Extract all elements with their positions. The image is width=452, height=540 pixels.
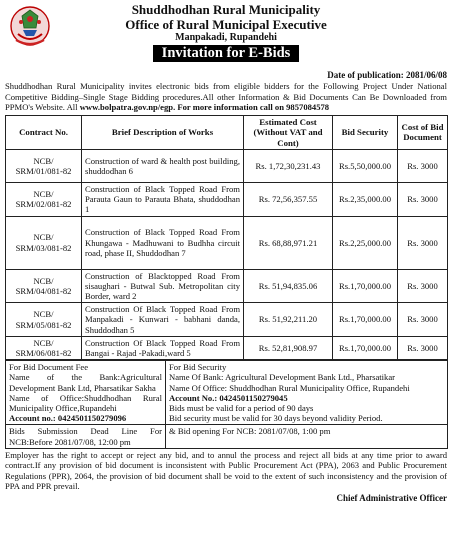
- bid-security: Rs.2,35,000.00: [333, 183, 398, 217]
- bid-security: Rs.1,70,000.00: [333, 269, 398, 303]
- contract-number: NCB/ SRM/03/081-82: [6, 216, 82, 269]
- contract-number: NCB/ SRM/02/081-82: [6, 183, 82, 217]
- bid-security: Rs.5,50,000.00: [333, 150, 398, 183]
- footer-terms: Employer has the right to accept or reject any bid, and to annul the process and reject all bids at any time prior to award contract.If any provision of bid document is inconsistent with Public Procurement Act (PPA), 2063 and Public Procurement Regulations (PPR), 2064, the provision of bid document shall be void to the extent of such inconsistency and the provision of PPA and PPR prevail.: [5, 449, 447, 492]
- header-doc-cost: Cost of Bid Document: [398, 115, 448, 150]
- bid-security: Rs.1,70,000.00: [333, 303, 398, 337]
- estimated-cost: Rs. 51,92,211.20: [244, 303, 333, 337]
- table-row: [6, 150, 448, 183]
- security-validity-period: Bids must be valid for a period of 90 days: [169, 403, 314, 414]
- table-row: [6, 336, 448, 359]
- doc-fee-cell: [6, 361, 166, 425]
- document-cost: Rs. 3000: [398, 183, 448, 217]
- contract-number: NCB/ SRM/06/081-82: [6, 336, 82, 359]
- document-cost: Rs. 3000: [398, 336, 448, 359]
- estimated-cost: Rs. 72,56,357.55: [244, 183, 333, 217]
- work-description: Construction Of Black Topped Road From Manpakadi - Kunwari - babhani danda, Shuddodhan 5: [82, 303, 244, 337]
- document-cost: Rs. 3000: [398, 150, 448, 183]
- doc-fee-bank: Name of the Bank:Agricultural Development Bank Ltd, Pharsatikar Sakha: [9, 372, 162, 393]
- estimated-cost: Rs. 51,94,835.06: [244, 269, 333, 303]
- notice-header: [5, 3, 447, 67]
- signatory: Chief Administrative Officer: [336, 493, 447, 504]
- bid-security: Rs.2,25,000.00: [333, 216, 398, 269]
- document-cost: Rs. 3000: [398, 269, 448, 303]
- office-name: Office of Rural Municipal Executive: [125, 17, 327, 32]
- work-description: Construction of ward & health post building, shuddodhan 6: [82, 150, 244, 183]
- office-location: Manpakadi, Rupandehi: [175, 32, 277, 43]
- estimated-cost: Rs. 1,72,30,231.43: [244, 150, 333, 183]
- contract-number: NCB/ SRM/05/081-82: [6, 303, 82, 337]
- intro-contact: www.bolpatra.gov.np/egp. For more information call on 9857084578: [79, 102, 330, 112]
- table-row: [6, 216, 448, 269]
- header-contract-no: Contract No.: [6, 115, 82, 150]
- security-account: Account No.: 0424501150279045: [169, 392, 288, 403]
- security-title: For Bid Security: [169, 362, 227, 373]
- intro-paragraph: [5, 81, 447, 113]
- doc-fee-title: For Bid Document Fee: [9, 362, 89, 373]
- work-description: Construction of Black Topped Road From Parauta Gaun to Parauta Bhata, shuddodhan 1: [82, 183, 244, 217]
- estimated-cost: Rs. 68,88,971.21: [244, 216, 333, 269]
- work-description: Construction Of Black Topped Road From Bangai - Rajad -Pakadi,ward 5: [82, 336, 244, 359]
- bid-security: Rs.1,70,000.00: [333, 336, 398, 359]
- deadline-row: [6, 425, 448, 448]
- nepal-government-emblem-icon: [10, 4, 50, 48]
- security-validity-beyond: Bid security must be valid for 30 days beyond validity Period.: [169, 413, 383, 424]
- bid-security-cell: [166, 361, 448, 425]
- header-estimated-cost: Estimated Cost (Without VAT and Cont): [244, 115, 333, 150]
- work-description: Construction of Black Topped Road From Khungawa - Madhuwani to Budhha circuit road, phase II, Shuddodhan 7: [82, 216, 244, 269]
- table-row: [6, 269, 448, 303]
- table-row: [6, 183, 448, 217]
- bids-table: [5, 115, 448, 361]
- organization-name: Shuddhodhan Rural Municipality: [131, 2, 321, 17]
- document-cost: Rs. 3000: [398, 216, 448, 269]
- notice-title-banner: Invitation for E-Bids: [153, 45, 300, 62]
- security-bank: Name Of Bank: Agricultural Development Bank Ltd., Pharsatikar: [169, 372, 396, 383]
- header-description: Brief Description of Works: [82, 115, 244, 150]
- contract-number: NCB/ SRM/01/081-82: [6, 150, 82, 183]
- table-header-row: [6, 115, 448, 150]
- submission-deadline: Bids Submission Dead Line For NCB:Before 2081/07/08, 12:00 pm: [6, 425, 166, 448]
- payment-details-table: [5, 360, 448, 449]
- fees-row: [6, 361, 448, 425]
- header-bid-security: Bid Security: [333, 115, 398, 150]
- doc-fee-office: Name of Office:Shuddhodhan Rural Municipality Office,Rupandehi: [9, 392, 162, 414]
- work-description: Construction of Blacktopped Road From sisaughari - Butwal Sub. Metropolitan city Border, ward 2: [82, 269, 244, 303]
- security-office: Name Of Office: Shuddhodhan Rural Municipality Office, Rupandehi: [169, 382, 410, 393]
- contract-number: NCB/ SRM/04/081-82: [6, 269, 82, 303]
- document-cost: Rs. 3000: [398, 303, 448, 337]
- intro-text: Shuddhodhan Rural Municipality invites electronic bids from eligible bidders for the Following Project Under National Competitive Bidding–Single Stage Bidding procedures.All other Information & Bid Documents Can Be Downloaded from PPMO's Website. All: [5, 81, 447, 112]
- estimated-cost: Rs. 52,81,908.97: [244, 336, 333, 359]
- doc-fee-account: Account no.: 0424501150279096: [9, 413, 127, 424]
- bid-opening: & Bid opening For NCB: 2081/07/08, 1:00 pm: [166, 425, 448, 448]
- table-row: [6, 303, 448, 337]
- publication-date: Date of publication: 2081/06/08: [327, 70, 447, 80]
